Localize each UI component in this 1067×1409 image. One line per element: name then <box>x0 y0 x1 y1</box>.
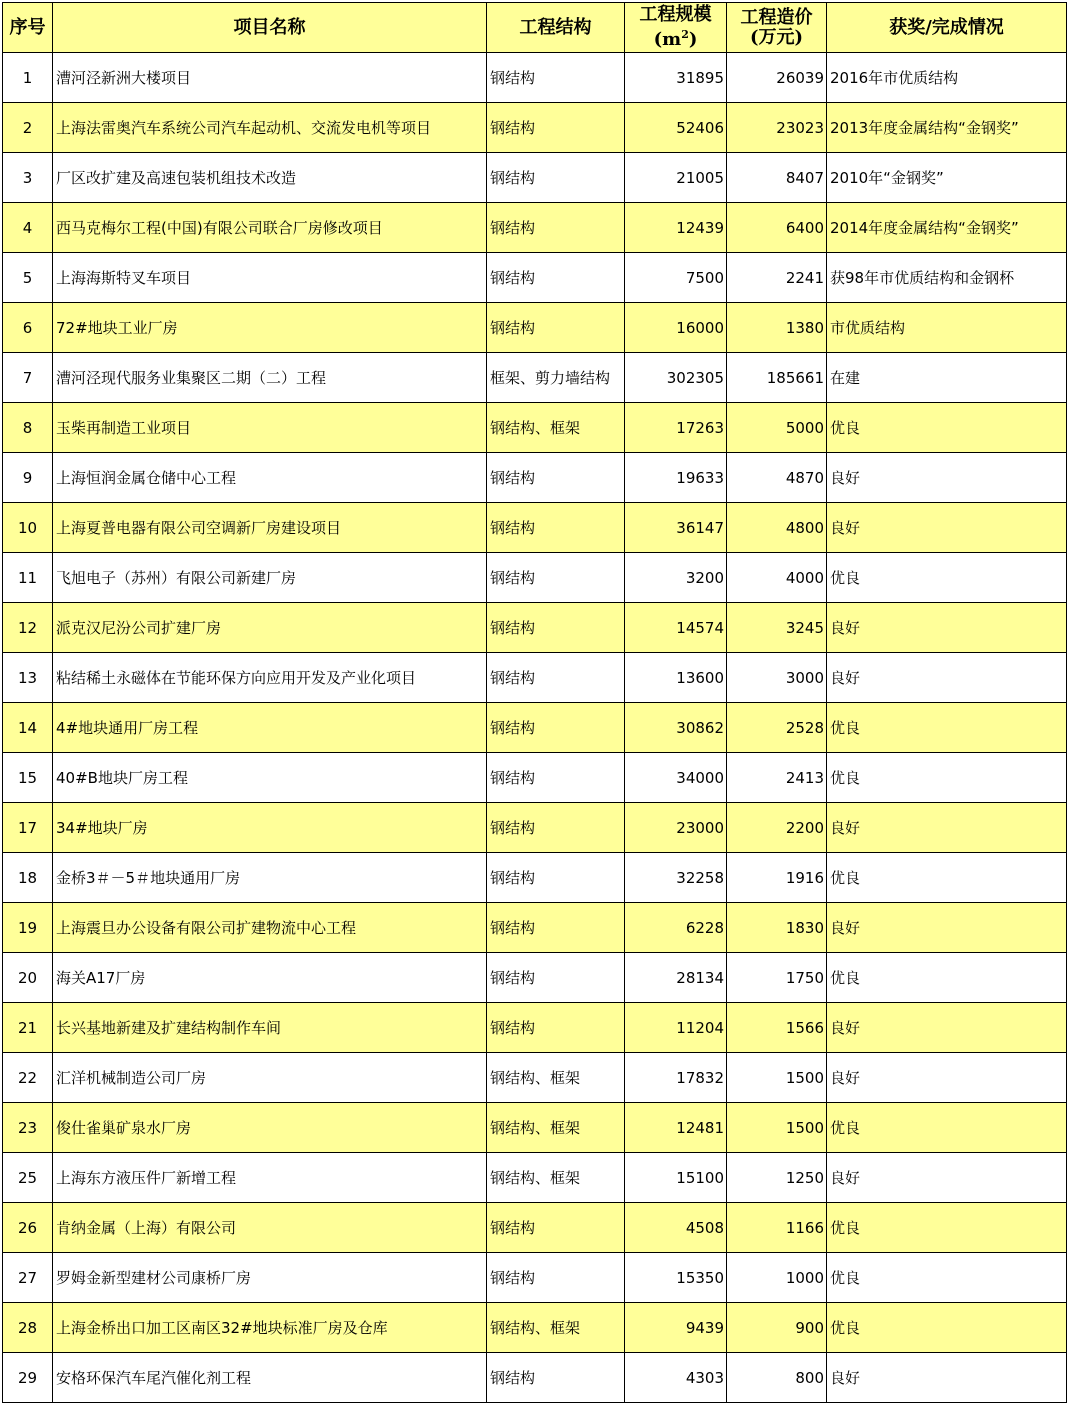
cell-award: 优良 <box>827 1203 1067 1253</box>
cell-scale: 23000 <box>625 803 727 853</box>
cell-structure: 钢结构 <box>487 153 625 203</box>
cell-cost: 5000 <box>727 403 827 453</box>
cell-award: 优良 <box>827 1103 1067 1153</box>
cell-seq: 18 <box>3 853 53 903</box>
cell-cost: 6400 <box>727 203 827 253</box>
cell-scale: 34000 <box>625 753 727 803</box>
cell-cost: 1916 <box>727 853 827 903</box>
cell-cost: 26039 <box>727 53 827 103</box>
table-row <box>3 1353 1067 1403</box>
cell-scale: 28134 <box>625 953 727 1003</box>
cell-seq: 8 <box>3 403 53 453</box>
cell-scale: 12439 <box>625 203 727 253</box>
cell-scale: 4508 <box>625 1203 727 1253</box>
cell-scale: 4303 <box>625 1353 727 1403</box>
cell-cost: 1750 <box>727 953 827 1003</box>
cell-structure: 钢结构 <box>487 953 625 1003</box>
cell-structure: 钢结构 <box>487 1003 625 1053</box>
cell-award: 良好 <box>827 1053 1067 1103</box>
cell-structure: 钢结构 <box>487 803 625 853</box>
table-row <box>3 1253 1067 1303</box>
cell-cost: 1250 <box>727 1153 827 1203</box>
cell-scale: 30862 <box>625 703 727 753</box>
table-row <box>3 53 1067 103</box>
cell-structure: 钢结构 <box>487 453 625 503</box>
cell-scale: 19633 <box>625 453 727 503</box>
cell-name: 上海震旦办公设备有限公司扩建物流中心工程 <box>53 903 487 953</box>
cell-award: 优良 <box>827 553 1067 603</box>
cell-structure: 钢结构 <box>487 753 625 803</box>
cell-cost: 900 <box>727 1303 827 1353</box>
table-row <box>3 1153 1067 1203</box>
cell-award: 良好 <box>827 503 1067 553</box>
cell-seq: 7 <box>3 353 53 403</box>
cell-seq: 2 <box>3 103 53 153</box>
cell-name: 40#B地块厂房工程 <box>53 753 487 803</box>
cell-award: 2013年度金属结构“金钢奖” <box>827 103 1067 153</box>
cell-award: 良好 <box>827 903 1067 953</box>
cell-award: 优良 <box>827 1303 1067 1353</box>
cell-seq: 10 <box>3 503 53 553</box>
cell-award: 良好 <box>827 653 1067 703</box>
cell-cost: 4800 <box>727 503 827 553</box>
cell-cost: 4000 <box>727 553 827 603</box>
cell-cost: 2241 <box>727 253 827 303</box>
cell-name: 粘结稀土永磁体在节能环保方向应用开发及产业化项目 <box>53 653 487 703</box>
cell-seq: 3 <box>3 153 53 203</box>
table-row <box>3 1053 1067 1103</box>
table-row <box>3 1303 1067 1353</box>
cell-structure: 钢结构 <box>487 303 625 353</box>
table-row <box>3 553 1067 603</box>
cell-scale: 17263 <box>625 403 727 453</box>
cell-seq: 21 <box>3 1003 53 1053</box>
cell-award: 优良 <box>827 703 1067 753</box>
cell-seq: 9 <box>3 453 53 503</box>
cell-name: 玉柴再制造工业项目 <box>53 403 487 453</box>
project-table <box>2 2 1067 1403</box>
cell-cost: 1566 <box>727 1003 827 1053</box>
cell-name: 漕河泾新洲大楼项目 <box>53 53 487 103</box>
cell-seq: 29 <box>3 1353 53 1403</box>
table-row <box>3 153 1067 203</box>
table-row <box>3 453 1067 503</box>
cell-cost: 2413 <box>727 753 827 803</box>
cell-seq: 13 <box>3 653 53 703</box>
header-seq: 序号 <box>3 3 53 53</box>
cell-seq: 4 <box>3 203 53 253</box>
cell-name: 72#地块工业厂房 <box>53 303 487 353</box>
cell-cost: 1166 <box>727 1203 827 1253</box>
cell-seq: 20 <box>3 953 53 1003</box>
table-row <box>3 853 1067 903</box>
cell-structure: 钢结构、框架 <box>487 1153 625 1203</box>
cell-cost: 3245 <box>727 603 827 653</box>
cell-award: 优良 <box>827 753 1067 803</box>
table-row <box>3 1003 1067 1053</box>
cell-scale: 32258 <box>625 853 727 903</box>
cell-seq: 17 <box>3 803 53 853</box>
cell-scale: 21005 <box>625 153 727 203</box>
cell-name: 漕河泾现代服务业集聚区二期（二）工程 <box>53 353 487 403</box>
cell-award: 优良 <box>827 853 1067 903</box>
cell-scale: 7500 <box>625 253 727 303</box>
cell-seq: 28 <box>3 1303 53 1353</box>
cell-scale: 11204 <box>625 1003 727 1053</box>
header-scale-unit-sup: 2 <box>681 28 689 41</box>
table-row <box>3 203 1067 253</box>
cell-cost: 1500 <box>727 1053 827 1103</box>
cell-name: 上海恒润金属仓储中心工程 <box>53 453 487 503</box>
cell-cost: 1830 <box>727 903 827 953</box>
cell-structure: 钢结构 <box>487 253 625 303</box>
cell-structure: 钢结构 <box>487 1353 625 1403</box>
cell-name: 金桥3＃－5＃地块通用厂房 <box>53 853 487 903</box>
cell-name: 上海法雷奥汽车系统公司汽车起动机、交流发电机等项目 <box>53 103 487 153</box>
cell-name: 4#地块通用厂房工程 <box>53 703 487 753</box>
cell-cost: 2528 <box>727 703 827 753</box>
table-body <box>3 53 1067 1403</box>
cell-structure: 框架、剪力墙结构 <box>487 353 625 403</box>
table-row <box>3 253 1067 303</box>
cell-structure: 钢结构、框架 <box>487 1053 625 1103</box>
table-row <box>3 903 1067 953</box>
table-row <box>3 503 1067 553</box>
cell-name: 海关A17厂房 <box>53 953 487 1003</box>
cell-structure: 钢结构 <box>487 53 625 103</box>
table-row <box>3 403 1067 453</box>
cell-structure: 钢结构 <box>487 603 625 653</box>
cell-award: 良好 <box>827 1153 1067 1203</box>
header-row <box>3 3 1067 53</box>
cell-cost: 23023 <box>727 103 827 153</box>
cell-award: 优良 <box>827 1253 1067 1303</box>
header-scale-unit-base: (m <box>653 29 682 50</box>
cell-structure: 钢结构 <box>487 1203 625 1253</box>
cell-name: 肯纳金属（上海）有限公司 <box>53 1203 487 1253</box>
header-scale-unit <box>628 25 723 50</box>
cell-scale: 3200 <box>625 553 727 603</box>
cell-cost: 1500 <box>727 1103 827 1153</box>
table-row <box>3 953 1067 1003</box>
cell-scale: 13600 <box>625 653 727 703</box>
cell-structure: 钢结构、框架 <box>487 403 625 453</box>
cell-cost: 3000 <box>727 653 827 703</box>
cell-name: 飞旭电子（苏州）有限公司新建厂房 <box>53 553 487 603</box>
cell-scale: 15100 <box>625 1153 727 1203</box>
cell-scale: 12481 <box>625 1103 727 1153</box>
cell-name: 西马克梅尔工程(中国)有限公司联合厂房修改项目 <box>53 203 487 253</box>
cell-scale: 14574 <box>625 603 727 653</box>
cell-scale: 17832 <box>625 1053 727 1103</box>
cell-cost: 8407 <box>727 153 827 203</box>
header-structure: 工程结构 <box>487 3 625 53</box>
cell-name: 派克汉尼汾公司扩建厂房 <box>53 603 487 653</box>
header-scale-label: 工程规模 <box>639 4 712 25</box>
cell-seq: 23 <box>3 1103 53 1153</box>
cell-seq: 14 <box>3 703 53 753</box>
cell-structure: 钢结构 <box>487 203 625 253</box>
cell-structure: 钢结构 <box>487 103 625 153</box>
cell-structure: 钢结构 <box>487 703 625 753</box>
cell-structure: 钢结构 <box>487 853 625 903</box>
header-scale-unit-end: ) <box>688 29 698 50</box>
cell-award: 良好 <box>827 603 1067 653</box>
cell-structure: 钢结构、框架 <box>487 1303 625 1353</box>
cell-structure: 钢结构 <box>487 903 625 953</box>
cell-seq: 11 <box>3 553 53 603</box>
cell-seq: 22 <box>3 1053 53 1103</box>
cell-award: 2014年度金属结构“金钢奖” <box>827 203 1067 253</box>
table-row <box>3 703 1067 753</box>
cell-structure: 钢结构 <box>487 653 625 703</box>
table-row <box>3 603 1067 653</box>
cell-structure: 钢结构、框架 <box>487 1103 625 1153</box>
cell-name: 安格环保汽车尾汽催化剂工程 <box>53 1353 487 1403</box>
header-award: 获奖/完成情况 <box>827 3 1067 53</box>
table-row <box>3 753 1067 803</box>
cell-cost: 2200 <box>727 803 827 853</box>
cell-award: 良好 <box>827 1003 1067 1053</box>
table-row <box>3 103 1067 153</box>
cell-cost: 185661 <box>727 353 827 403</box>
cell-scale: 16000 <box>625 303 727 353</box>
header-scale <box>625 3 727 53</box>
cell-seq: 6 <box>3 303 53 353</box>
cell-seq: 15 <box>3 753 53 803</box>
cell-seq: 26 <box>3 1203 53 1253</box>
cell-scale: 31895 <box>625 53 727 103</box>
cell-cost: 1380 <box>727 303 827 353</box>
cell-name: 长兴基地新建及扩建结构制作车间 <box>53 1003 487 1053</box>
cell-cost: 800 <box>727 1353 827 1403</box>
cell-name: 上海金桥出口加工区南区32#地块标准厂房及仓库 <box>53 1303 487 1353</box>
cell-name: 上海夏普电器有限公司空调新厂房建设项目 <box>53 503 487 553</box>
cell-award: 良好 <box>827 453 1067 503</box>
cell-scale: 6228 <box>625 903 727 953</box>
cell-award: 优良 <box>827 403 1067 453</box>
cell-scale: 36147 <box>625 503 727 553</box>
cell-award: 市优质结构 <box>827 303 1067 353</box>
cell-structure: 钢结构 <box>487 553 625 603</box>
cell-seq: 1 <box>3 53 53 103</box>
cell-award: 2010年“金钢奖” <box>827 153 1067 203</box>
header-name: 项目名称 <box>53 3 487 53</box>
cell-award: 良好 <box>827 1353 1067 1403</box>
cell-seq: 19 <box>3 903 53 953</box>
cell-award: 在建 <box>827 353 1067 403</box>
table-row <box>3 1203 1067 1253</box>
cell-structure: 钢结构 <box>487 503 625 553</box>
cell-structure: 钢结构 <box>487 1253 625 1303</box>
header-cost <box>727 3 827 53</box>
cell-seq: 12 <box>3 603 53 653</box>
cell-name: 34#地块厂房 <box>53 803 487 853</box>
table-row <box>3 803 1067 853</box>
cell-cost: 1000 <box>727 1253 827 1303</box>
cell-award: 获98年市优质结构和金钢杯 <box>827 253 1067 303</box>
cell-scale: 15350 <box>625 1253 727 1303</box>
header-cost-label: 工程造价 <box>740 6 813 28</box>
cell-name: 上海东方液压件厂新增工程 <box>53 1153 487 1203</box>
table-row <box>3 1103 1067 1153</box>
header-cost-unit: (万元) <box>749 26 804 48</box>
cell-name: 罗姆金新型建材公司康桥厂房 <box>53 1253 487 1303</box>
table-row <box>3 653 1067 703</box>
cell-name: 厂区改扩建及高速包装机组技术改造 <box>53 153 487 203</box>
cell-award: 2016年市优质结构 <box>827 53 1067 103</box>
cell-cost: 4870 <box>727 453 827 503</box>
cell-name: 上海海斯特叉车项目 <box>53 253 487 303</box>
cell-scale: 302305 <box>625 353 727 403</box>
cell-seq: 25 <box>3 1153 53 1203</box>
cell-award: 优良 <box>827 953 1067 1003</box>
cell-scale: 9439 <box>625 1303 727 1353</box>
cell-seq: 5 <box>3 253 53 303</box>
cell-scale: 52406 <box>625 103 727 153</box>
cell-name: 汇洋机械制造公司厂房 <box>53 1053 487 1103</box>
cell-award: 良好 <box>827 803 1067 853</box>
table-row <box>3 303 1067 353</box>
cell-seq: 27 <box>3 1253 53 1303</box>
table-row <box>3 353 1067 403</box>
cell-name: 俊仕雀巢矿泉水厂房 <box>53 1103 487 1153</box>
